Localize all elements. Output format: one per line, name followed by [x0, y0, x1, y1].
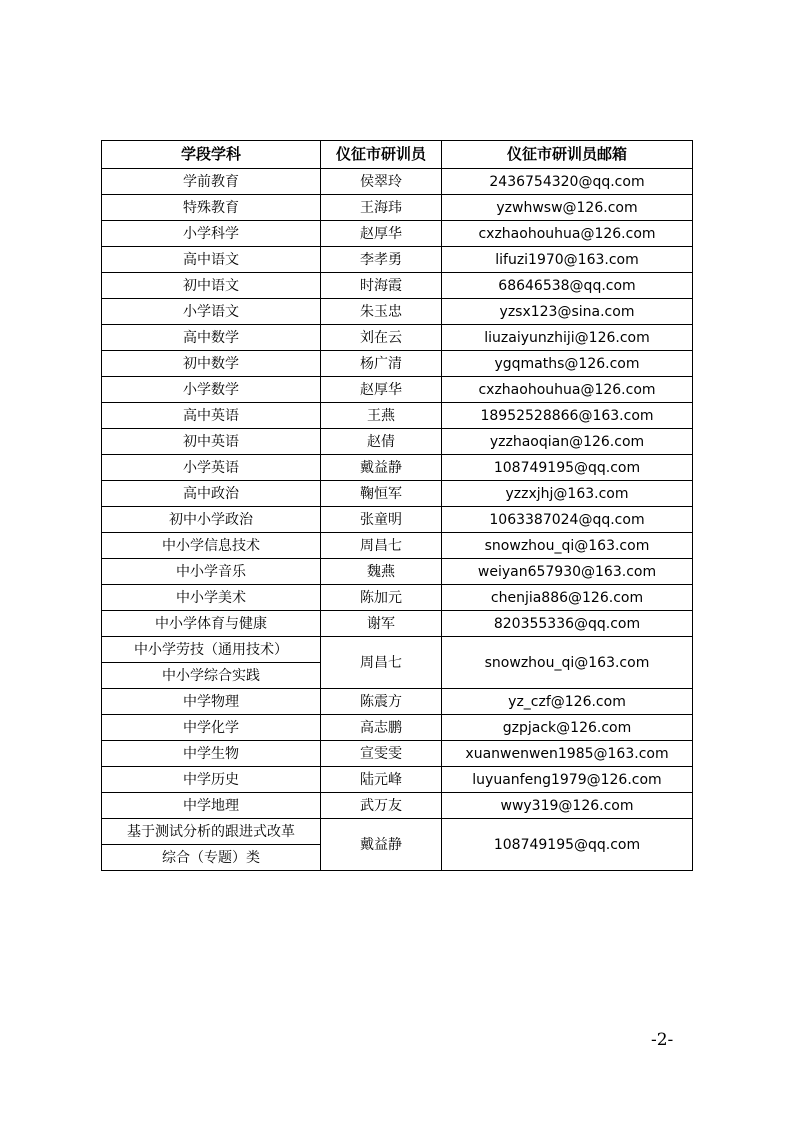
subject-cell: 中小学体育与健康 [102, 611, 321, 637]
researcher-cell: 周昌七 [321, 533, 442, 559]
table-header-row [102, 141, 693, 169]
email-cell: 108749195@qq.com [442, 455, 693, 481]
researcher-cell: 武万友 [321, 793, 442, 819]
email-cell: 820355336@qq.com [442, 611, 693, 637]
email-cell: 68646538@qq.com [442, 273, 693, 299]
table-row [102, 169, 693, 195]
subject-cell: 高中数学 [102, 325, 321, 351]
subject-cell: 综合（专题）类 [102, 845, 321, 871]
email-cell: snowzhou_qi@163.com [442, 637, 693, 689]
table-row [102, 819, 693, 845]
table-row [102, 689, 693, 715]
researcher-cell: 侯翠玲 [321, 169, 442, 195]
subject-cell: 学前教育 [102, 169, 321, 195]
table-row [102, 741, 693, 767]
subject-cell: 小学英语 [102, 455, 321, 481]
email-cell: 108749195@qq.com [442, 819, 693, 871]
subject-cell: 中学化学 [102, 715, 321, 741]
researcher-cell: 宣雯雯 [321, 741, 442, 767]
table-row [102, 585, 693, 611]
table-row [102, 273, 693, 299]
email-cell: yzsx123@sina.com [442, 299, 693, 325]
researcher-cell: 高志鹏 [321, 715, 442, 741]
table-row [102, 247, 693, 273]
table-row [102, 507, 693, 533]
subject-cell: 初中英语 [102, 429, 321, 455]
table-row [102, 559, 693, 585]
email-cell: 1063387024@qq.com [442, 507, 693, 533]
subject-cell: 高中英语 [102, 403, 321, 429]
email-cell: gzpjack@126.com [442, 715, 693, 741]
researcher-cell: 谢军 [321, 611, 442, 637]
researcher-cell: 刘在云 [321, 325, 442, 351]
researcher-cell: 赵厚华 [321, 377, 442, 403]
subject-cell: 小学语文 [102, 299, 321, 325]
subject-cell: 中学地理 [102, 793, 321, 819]
table-row [102, 793, 693, 819]
researcher-cell: 魏燕 [321, 559, 442, 585]
table-row [102, 481, 693, 507]
table-row [102, 403, 693, 429]
email-cell: cxzhaohouhua@126.com [442, 377, 693, 403]
table-row [102, 715, 693, 741]
subject-cell: 小学科学 [102, 221, 321, 247]
subject-cell: 特殊教育 [102, 195, 321, 221]
researcher-cell: 戴益静 [321, 819, 442, 871]
subject-cell: 中小学音乐 [102, 559, 321, 585]
table-row [102, 611, 693, 637]
page-number: -2- [651, 1030, 674, 1050]
email-cell: yzzxjhj@163.com [442, 481, 693, 507]
researcher-cell: 戴益静 [321, 455, 442, 481]
table-row [102, 429, 693, 455]
subject-cell: 高中语文 [102, 247, 321, 273]
table-row [102, 377, 693, 403]
email-cell: yz_czf@126.com [442, 689, 693, 715]
table-row [102, 767, 693, 793]
researcher-cell: 李孝勇 [321, 247, 442, 273]
table-row [102, 221, 693, 247]
table-row [102, 455, 693, 481]
researcher-table [101, 140, 693, 871]
researcher-cell: 陆元峰 [321, 767, 442, 793]
researcher-cell: 朱玉忠 [321, 299, 442, 325]
subject-cell: 小学数学 [102, 377, 321, 403]
table-row [102, 351, 693, 377]
email-cell: 2436754320@qq.com [442, 169, 693, 195]
subject-cell: 中小学劳技（通用技术） [102, 637, 321, 663]
subject-cell: 中学物理 [102, 689, 321, 715]
researcher-cell: 张童明 [321, 507, 442, 533]
subject-cell: 中学历史 [102, 767, 321, 793]
email-cell: wwy319@126.com [442, 793, 693, 819]
subject-cell: 初中小学政治 [102, 507, 321, 533]
researcher-cell: 赵厚华 [321, 221, 442, 247]
subject-cell: 初中语文 [102, 273, 321, 299]
email-cell: chenjia886@126.com [442, 585, 693, 611]
subject-cell: 基于测试分析的跟进式改革 [102, 819, 321, 845]
email-cell: ygqmaths@126.com [442, 351, 693, 377]
researcher-cell: 杨广清 [321, 351, 442, 377]
table-row [102, 325, 693, 351]
researcher-cell: 王燕 [321, 403, 442, 429]
subject-cell: 中小学综合实践 [102, 663, 321, 689]
email-cell: weiyan657930@163.com [442, 559, 693, 585]
researcher-cell: 陈震方 [321, 689, 442, 715]
email-cell: 18952528866@163.com [442, 403, 693, 429]
table-row [102, 533, 693, 559]
researcher-cell: 周昌七 [321, 637, 442, 689]
table-row [102, 299, 693, 325]
subject-cell: 中学生物 [102, 741, 321, 767]
subject-cell: 高中政治 [102, 481, 321, 507]
subject-cell: 初中数学 [102, 351, 321, 377]
table-row [102, 195, 693, 221]
header-researcher: 仪征市研训员 [321, 141, 442, 169]
email-cell: cxzhaohouhua@126.com [442, 221, 693, 247]
subject-cell: 中小学信息技术 [102, 533, 321, 559]
email-cell: lifuzi1970@163.com [442, 247, 693, 273]
email-cell: snowzhou_qi@163.com [442, 533, 693, 559]
researcher-cell: 陈加元 [321, 585, 442, 611]
researcher-cell: 鞠恒军 [321, 481, 442, 507]
email-cell: liuzaiyunzhiji@126.com [442, 325, 693, 351]
header-email: 仪征市研训员邮箱 [442, 141, 693, 169]
email-cell: xuanwenwen1985@163.com [442, 741, 693, 767]
email-cell: luyuanfeng1979@126.com [442, 767, 693, 793]
researcher-cell: 时海霞 [321, 273, 442, 299]
email-cell: yzzhaoqian@126.com [442, 429, 693, 455]
researcher-cell: 赵倩 [321, 429, 442, 455]
email-cell: yzwhwsw@126.com [442, 195, 693, 221]
table-row [102, 637, 693, 663]
researcher-cell: 王海玮 [321, 195, 442, 221]
header-subject: 学段学科 [102, 141, 321, 169]
subject-cell: 中小学美术 [102, 585, 321, 611]
